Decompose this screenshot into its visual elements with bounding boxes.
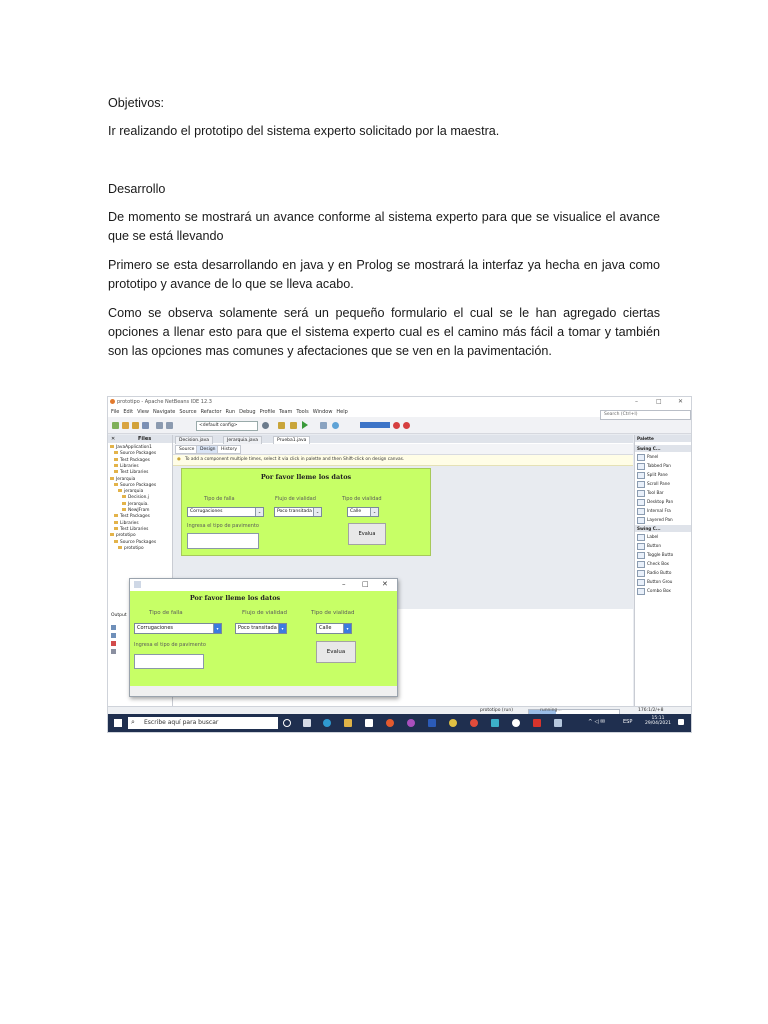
chevron-down-icon: ⌄ bbox=[255, 508, 263, 516]
tree-item[interactable] bbox=[114, 514, 150, 520]
folder-icon bbox=[114, 521, 118, 524]
netbeans-logo-icon bbox=[110, 399, 115, 404]
palette-item-label: Toggle Butto bbox=[647, 552, 674, 557]
design-tipo-falla-value: Corrugaciones bbox=[190, 509, 223, 514]
history-button[interactable]: History bbox=[217, 445, 241, 454]
component-icon bbox=[637, 552, 645, 559]
debug-icon[interactable] bbox=[320, 422, 327, 429]
folder-icon bbox=[114, 464, 118, 467]
design-tipo-vialidad-label: Tipo de vialidad bbox=[342, 496, 382, 502]
palette-item[interactable] bbox=[637, 551, 673, 559]
tipo-falla-label: Tipo de falla bbox=[149, 610, 183, 616]
palette-item[interactable] bbox=[637, 462, 671, 470]
paragraph-3: Como se observa solamente será un pequeño formulario el cual se le han agregado ciertas opciones a llenar esto para que el sistema experto cual es el camino más fácil a tomar y también son las opciones mas comunes y afectaciones que se ven en la pavimentación. bbox=[108, 306, 660, 358]
component-icon bbox=[637, 463, 645, 470]
palette-item-label: Panel bbox=[647, 454, 659, 459]
folder-icon bbox=[118, 546, 122, 549]
minimize-icon[interactable]: – bbox=[342, 580, 346, 588]
ide-screenshot bbox=[107, 396, 692, 733]
tipo-falla-combo[interactable] bbox=[134, 623, 222, 634]
design-tipo-vialidad-combo[interactable] bbox=[347, 507, 379, 517]
tree-item-label: prototipo bbox=[124, 545, 144, 551]
stop-icon[interactable] bbox=[403, 422, 410, 429]
maximize-icon[interactable]: □ bbox=[362, 580, 369, 588]
palette-item[interactable] bbox=[637, 453, 658, 461]
tree-item[interactable] bbox=[122, 502, 149, 508]
component-icon bbox=[637, 499, 645, 506]
flujo-combo[interactable] bbox=[235, 623, 287, 634]
folder-icon bbox=[110, 445, 114, 448]
tree-item-label: Jerarquia bbox=[116, 476, 136, 482]
tree-item-label: Test Packages bbox=[120, 457, 150, 463]
tree-item-label: Decision.j bbox=[128, 495, 149, 501]
palette-item-label: Tabbed Pan bbox=[647, 463, 671, 468]
design-button[interactable]: Design bbox=[196, 445, 220, 454]
tab-jerarquia[interactable]: Jerarquia.java bbox=[223, 436, 262, 445]
tree-item[interactable] bbox=[114, 527, 148, 533]
palette-item-label: Layered Pan bbox=[647, 517, 673, 522]
store-icon[interactable] bbox=[365, 719, 373, 727]
rerun-icon[interactable] bbox=[111, 625, 116, 630]
palette-group-controls[interactable]: Swing C... bbox=[635, 525, 692, 532]
folder-icon bbox=[114, 540, 118, 543]
hint-text: To add a component multiple times, select it via click in palette and then Shift-click on design canvas. bbox=[185, 457, 405, 462]
config-combo[interactable]: <default config> bbox=[196, 421, 258, 431]
palette-panel bbox=[634, 435, 692, 725]
running-form-title-bar bbox=[130, 579, 397, 591]
running-form bbox=[130, 591, 397, 686]
clean-build-icon[interactable] bbox=[278, 422, 285, 429]
tree-item-label: jerarquia bbox=[124, 489, 144, 495]
evalua-button[interactable]: Evalua bbox=[316, 641, 356, 663]
component-icon bbox=[637, 454, 645, 461]
tree-item-label: JavaApplication1 bbox=[116, 445, 152, 450]
lightbulb-icon: ● bbox=[177, 457, 181, 462]
clock[interactable] bbox=[643, 716, 673, 726]
windows-taskbar bbox=[108, 714, 691, 732]
menu-item-debug[interactable]: Debug bbox=[239, 409, 256, 415]
status-running: running... bbox=[540, 708, 562, 713]
menu-item-source[interactable]: Source bbox=[179, 409, 197, 415]
chrome-icon[interactable] bbox=[449, 719, 457, 727]
menu-item-view[interactable]: View bbox=[137, 409, 149, 415]
profile-icon[interactable] bbox=[332, 422, 339, 429]
tab-decision[interactable]: Decision.java bbox=[175, 436, 213, 445]
palette-item[interactable] bbox=[637, 587, 671, 595]
pavimento-input[interactable] bbox=[134, 654, 204, 669]
palette-item[interactable] bbox=[637, 480, 670, 488]
acrobat-icon[interactable] bbox=[533, 719, 541, 727]
component-icon bbox=[637, 570, 645, 577]
palette-item-label: Split Pane bbox=[647, 472, 668, 477]
app-icon[interactable] bbox=[512, 719, 520, 727]
search-icon: ⌕ bbox=[131, 718, 135, 726]
files-tab-bar bbox=[108, 435, 172, 443]
tree-item-label: Test Libraries bbox=[120, 526, 149, 532]
folder-icon bbox=[110, 533, 114, 536]
memory-bar bbox=[360, 422, 390, 428]
panel-close-icon[interactable]: ✕ bbox=[111, 436, 116, 442]
java-app-icon bbox=[134, 581, 141, 588]
firefox-icon[interactable] bbox=[386, 719, 394, 727]
tree-item[interactable] bbox=[110, 533, 136, 539]
design-toolbar bbox=[173, 444, 633, 455]
chevron-down-icon: ▾ bbox=[213, 624, 221, 633]
tree-item-label: Jerarquia. bbox=[128, 501, 149, 507]
folder-icon bbox=[114, 514, 118, 517]
menu-item-refactor[interactable]: Refactor bbox=[200, 409, 222, 415]
palette-item[interactable] bbox=[637, 542, 661, 550]
folder-icon bbox=[118, 489, 122, 492]
tab-prueba1[interactable]: Prueba1.java bbox=[273, 436, 310, 445]
tree-item-label: Source Packages bbox=[120, 451, 157, 457]
clock-date: 29/04/2021 bbox=[645, 721, 671, 726]
ide-window-title: prototipo - Apache NetBeans IDE 12.3 bbox=[117, 399, 212, 405]
palette-item[interactable] bbox=[637, 569, 671, 577]
component-icon bbox=[637, 561, 645, 568]
flujo-value: Poco transitada bbox=[238, 625, 277, 631]
palette-item[interactable] bbox=[637, 533, 658, 541]
new-file-icon[interactable] bbox=[122, 422, 129, 429]
folder-icon bbox=[114, 527, 118, 530]
design-flujo-value: Poco transitada bbox=[277, 509, 312, 514]
palette-item-label: Desktop Pan bbox=[647, 499, 674, 504]
ide-search-input[interactable]: Search (Ctrl+I) bbox=[600, 410, 691, 420]
task-view-icon[interactable] bbox=[303, 719, 311, 727]
folder-icon bbox=[114, 451, 118, 454]
design-tipo-falla-combo[interactable] bbox=[187, 507, 264, 517]
undo-icon[interactable] bbox=[156, 422, 163, 429]
tree-item[interactable] bbox=[110, 477, 135, 483]
tree-item-label: NewJFram bbox=[128, 508, 150, 513]
paragraph-1: De momento se mostrará un avance conforme al sistema experto para que se visualice el avance que se está llevando bbox=[108, 210, 660, 243]
notification-icon[interactable] bbox=[678, 719, 684, 725]
open-project-icon[interactable] bbox=[132, 422, 139, 429]
new-project-icon[interactable] bbox=[112, 422, 119, 429]
design-hint bbox=[173, 455, 633, 466]
tree-item[interactable] bbox=[114, 521, 139, 527]
chevron-down-icon: ⌄ bbox=[313, 508, 321, 516]
chevron-down-icon: ▾ bbox=[278, 624, 286, 633]
tree-item-label: Libraries bbox=[120, 520, 139, 526]
palette-item-label: Check Box bbox=[647, 561, 669, 566]
palette-item[interactable] bbox=[637, 489, 664, 497]
folder-icon bbox=[110, 477, 114, 480]
tipo-falla-value: Corrugaciones bbox=[137, 625, 174, 631]
palette-item-label: Button bbox=[647, 543, 662, 548]
language-indicator[interactable]: ESP bbox=[623, 719, 633, 725]
maximize-icon[interactable]: □ bbox=[656, 398, 662, 405]
taskbar-search-text: Escribe aquí para buscar bbox=[144, 719, 219, 726]
folder-icon bbox=[122, 495, 126, 498]
folder-icon bbox=[114, 483, 118, 486]
component-icon bbox=[637, 472, 645, 479]
menu-item-tools[interactable]: Tools bbox=[296, 409, 309, 415]
design-form-title: Por favor lleme los datos bbox=[260, 473, 352, 481]
menu-item-window[interactable]: Window bbox=[312, 409, 333, 415]
tree-item-label: Test Packages bbox=[120, 514, 150, 520]
status-position: 176:1/2/+8 bbox=[638, 708, 664, 713]
palette-item-label: Scroll Pane bbox=[647, 481, 670, 486]
flujo-label: Flujo de vialidad bbox=[242, 610, 288, 616]
design-tipo-falla-label: Tipo de falla bbox=[204, 496, 235, 502]
tree-item-label: Test Libraries bbox=[120, 470, 149, 476]
system-tray-icon[interactable]: ^ ◁ ✉ bbox=[588, 719, 605, 725]
design-pavimento-label: Ingresa el tipo de pavimento bbox=[187, 523, 259, 529]
tree-item[interactable] bbox=[114, 470, 148, 476]
folder-icon bbox=[114, 458, 118, 461]
component-icon bbox=[637, 490, 645, 497]
design-form bbox=[181, 468, 431, 556]
app-icon[interactable] bbox=[491, 719, 499, 727]
palette-item-label: Label bbox=[647, 534, 659, 539]
palette-item-label: Tool Bar bbox=[647, 490, 664, 495]
tree-item[interactable] bbox=[114, 458, 150, 464]
running-form-window bbox=[129, 578, 398, 697]
palette-item-label: Button Grou bbox=[647, 579, 673, 584]
palette-group-containers[interactable]: Swing C... bbox=[635, 445, 692, 452]
palette-title: Palette bbox=[635, 435, 692, 442]
edge-icon[interactable] bbox=[323, 719, 331, 727]
tree-item[interactable] bbox=[122, 495, 149, 501]
palette-item[interactable] bbox=[637, 507, 671, 515]
settings-icon[interactable] bbox=[262, 422, 269, 429]
redo-icon[interactable] bbox=[166, 422, 173, 429]
palette-item-label: Internal Fra bbox=[647, 508, 671, 513]
menu-item-team[interactable]: Team bbox=[279, 409, 293, 415]
tree-item[interactable] bbox=[114, 540, 156, 546]
design-evalua-button[interactable]: Evalua bbox=[348, 523, 386, 545]
chevron-down-icon: ⌄ bbox=[370, 508, 378, 516]
chevron-down-icon: ▾ bbox=[343, 624, 351, 633]
component-icon bbox=[637, 534, 645, 541]
tab-files[interactable]: Files bbox=[138, 436, 152, 442]
design-pavimento-input[interactable] bbox=[187, 533, 259, 549]
tree-item[interactable] bbox=[114, 464, 139, 470]
app-icon[interactable] bbox=[407, 719, 415, 727]
clear-output-icon[interactable] bbox=[111, 649, 116, 654]
close-icon[interactable]: ✕ bbox=[382, 580, 388, 588]
folder-icon bbox=[122, 508, 126, 511]
source-button[interactable]: Source bbox=[175, 445, 198, 454]
folder-icon bbox=[122, 502, 126, 505]
windows-start-icon[interactable] bbox=[114, 719, 122, 727]
form-title: Por favor lleme los datos bbox=[189, 594, 281, 602]
menu-item-file[interactable]: File bbox=[111, 409, 120, 415]
rerun-diff-icon[interactable] bbox=[111, 633, 116, 638]
word-icon[interactable] bbox=[428, 719, 436, 727]
save-all-icon[interactable] bbox=[142, 422, 149, 429]
component-icon bbox=[637, 517, 645, 524]
menu-item-edit[interactable]: Edit bbox=[123, 409, 134, 415]
output-tab[interactable]: Output bbox=[111, 613, 127, 618]
component-icon bbox=[637, 579, 645, 586]
palette-item[interactable] bbox=[637, 578, 672, 586]
clock-time: 15:11 bbox=[651, 716, 665, 721]
editor-tabs bbox=[173, 435, 633, 443]
palette-item[interactable] bbox=[637, 471, 668, 479]
gc-icon[interactable] bbox=[393, 422, 400, 429]
tree-item-label: Libraries bbox=[120, 463, 139, 469]
component-icon bbox=[637, 508, 645, 515]
stop-output-icon[interactable] bbox=[111, 641, 116, 646]
component-icon bbox=[637, 481, 645, 488]
build-icon[interactable] bbox=[290, 422, 297, 429]
cortana-icon[interactable] bbox=[283, 719, 291, 727]
tree-item-label: prototipo bbox=[116, 533, 136, 539]
palette-item[interactable] bbox=[637, 498, 673, 506]
menu-item-run[interactable]: Run bbox=[225, 409, 236, 415]
run-icon[interactable] bbox=[302, 421, 308, 429]
design-flujo-combo[interactable] bbox=[274, 507, 322, 517]
tree-item-label: Source Packages bbox=[120, 482, 157, 488]
taskbar-search[interactable] bbox=[128, 717, 278, 729]
design-tipo-vialidad-value: Calle bbox=[350, 509, 362, 514]
tipo-vialidad-value: Calle bbox=[319, 625, 332, 631]
tipo-vialidad-combo[interactable] bbox=[316, 623, 352, 634]
component-icon bbox=[637, 588, 645, 595]
tree-item[interactable] bbox=[118, 546, 144, 552]
palette-item-label: Radio Butto bbox=[647, 570, 672, 575]
tree-item[interactable] bbox=[114, 451, 156, 457]
close-icon[interactable]: ✕ bbox=[678, 398, 684, 405]
app-icon[interactable] bbox=[470, 719, 478, 727]
design-flujo-label: Flujo de vialidad bbox=[275, 496, 316, 502]
objetivos-text: Ir realizando el prototipo del sistema experto solicitado por la maestra. bbox=[108, 124, 500, 138]
minimize-icon[interactable]: – bbox=[635, 398, 638, 405]
menu-item-navigate[interactable]: Navigate bbox=[152, 409, 176, 415]
tipo-vialidad-label: Tipo de vialidad bbox=[311, 610, 355, 616]
folder-icon bbox=[114, 470, 118, 473]
netbeans-taskbar-icon[interactable] bbox=[554, 719, 562, 727]
ide-title-bar bbox=[108, 397, 691, 408]
desarrollo-heading: Desarrollo bbox=[108, 182, 166, 196]
status-project: prototipo (run) bbox=[480, 708, 513, 713]
menu-item-help[interactable]: Help bbox=[336, 409, 348, 415]
palette-item[interactable] bbox=[637, 560, 669, 568]
tree-item-label: Source Packages bbox=[120, 539, 157, 545]
palette-item[interactable] bbox=[637, 516, 673, 524]
tree-item[interactable] bbox=[114, 483, 156, 489]
component-icon bbox=[637, 543, 645, 550]
paragraph-2: Primero se esta desarrollando en java y en Prolog se mostrará la interfaz ya hecha en java como prototipo y avance de lo que se lleva acabo. bbox=[108, 258, 660, 291]
file-explorer-icon[interactable] bbox=[344, 719, 352, 727]
pavimento-label: Ingresa el tipo de pavimento bbox=[134, 642, 206, 648]
palette-item-label: Combo Box bbox=[647, 588, 671, 593]
objetivos-heading: Objetivos: bbox=[108, 96, 164, 110]
menu-item-profile[interactable]: Profile bbox=[259, 409, 276, 415]
